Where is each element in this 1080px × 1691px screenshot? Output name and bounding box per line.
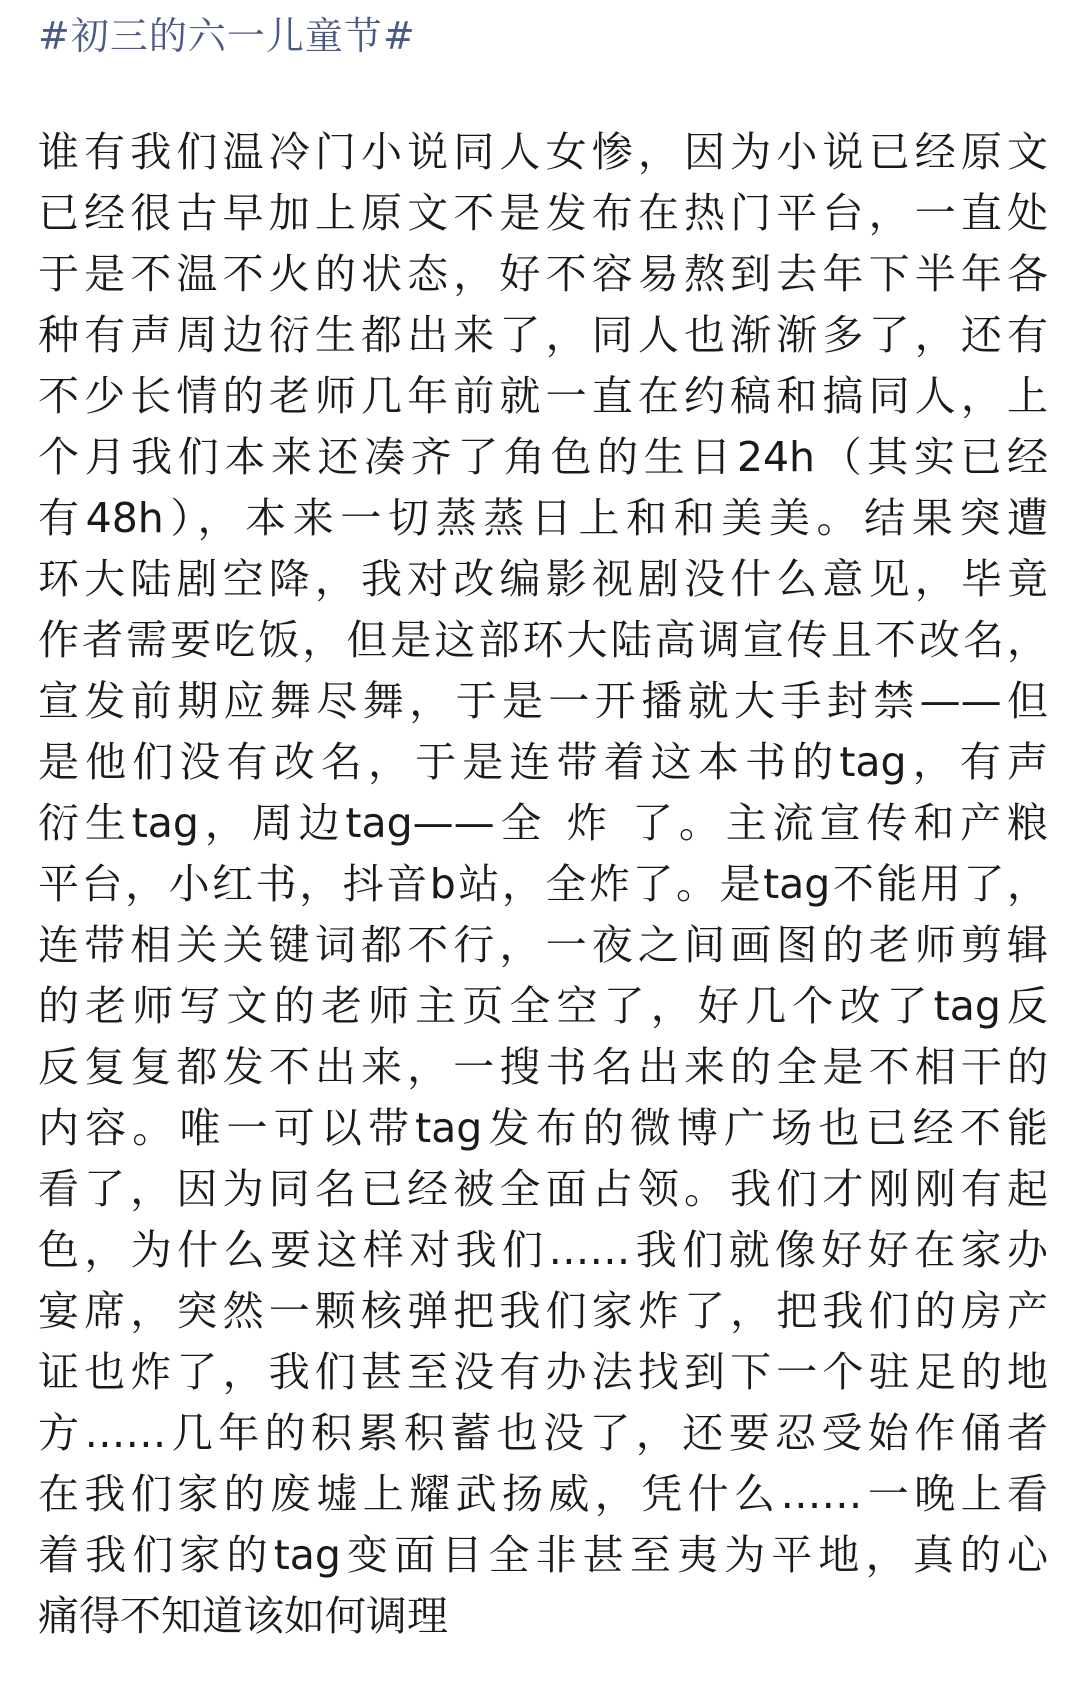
body-line: 在我们家的废墟上耀武扬威，凭什么……一晚上看 (38, 1470, 1048, 1518)
body-line: 于是不温不火的状态，好不容易熬到去年下半年各 (38, 250, 1048, 298)
body-line: 的老师写文的老师主页全空了，好几个改了tag反 (38, 982, 1048, 1030)
body-line: 宣发前期应舞尽舞，于是一开播就大手封禁——但 (38, 677, 1048, 725)
paragraph-spacer (38, 64, 1048, 122)
body-line: 作者需要吃饭，但是这部环大陆高调宣传且不改名， (38, 616, 1048, 664)
body-line: 看了，因为同名已经被全面占领。我们才刚刚有起 (38, 1165, 1048, 1213)
body-line: 谁有我们温冷门小说同人女惨，因为小说已经原文 (38, 128, 1048, 176)
body-line: 衍生tag，周边tag——全 炸 了。主流宣传和产粮 (38, 799, 1048, 847)
topic-hashtag-link[interactable]: #初三的六一儿童节# (38, 14, 416, 58)
body-line: 着我们家的tag变面目全非甚至夷为平地，真的心 (38, 1531, 1048, 1579)
body-line: 环大陆剧空降，我对改编影视剧没什么意见，毕竟 (38, 555, 1048, 603)
body-line: 色，为什么要这样对我们……我们就像好好在家办 (38, 1226, 1048, 1274)
post-body-text (38, 122, 1048, 1647)
body-line: 是他们没有改名，于是连带着这本书的tag，有声 (38, 738, 1048, 786)
body-line: 种有声周边衍生都出来了，同人也渐渐多了，还有 (38, 311, 1048, 359)
body-line: 证也炸了，我们甚至没有办法找到下一个驻足的地 (38, 1348, 1048, 1396)
body-line: 不少长情的老师几年前就一直在约稿和搞同人，上 (38, 372, 1048, 420)
body-line: 痛得不知道该如何调理 (38, 1592, 448, 1640)
body-line: 内容。唯一可以带tag发布的微博广场也已经不能 (38, 1104, 1048, 1152)
body-line: 反复复都发不出来，一搜书名出来的全是不相干的 (38, 1043, 1048, 1091)
body-line: 连带相关关键词都不行，一夜之间画图的老师剪辑 (38, 921, 1048, 969)
body-line: 平台，小红书，抖音b站，全炸了。是tag不能用了， (38, 860, 1048, 908)
body-line: 个月我们本来还凑齐了角色的生日24h（其实已经 (38, 433, 1048, 481)
body-line: 已经很古早加上原文不是发布在热门平台，一直处 (38, 189, 1048, 237)
body-line: 宴席，突然一颗核弹把我们家炸了，把我们的房产 (38, 1287, 1048, 1335)
body-line: 有48h），本来一切蒸蒸日上和和美美。结果突遭 (38, 494, 1048, 542)
post-content (38, 8, 1048, 1647)
body-line: 方……几年的积累积蓄也没了，还要忍受始作俑者 (38, 1409, 1048, 1457)
